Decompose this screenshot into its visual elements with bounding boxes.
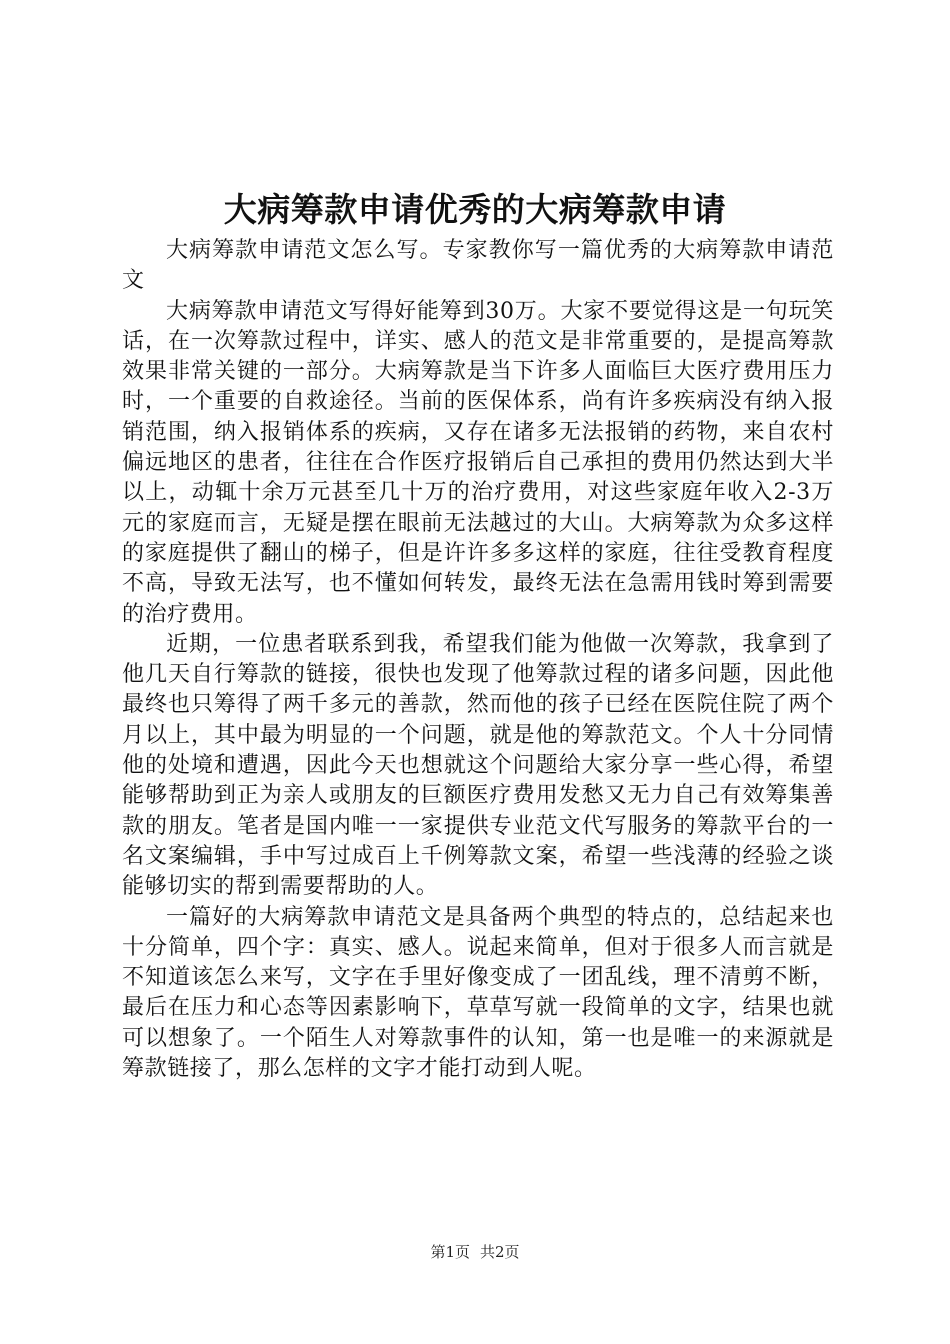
document-title: 大病筹款申请优秀的大病筹款申请 — [223, 190, 727, 229]
paragraph-intro: 大病筹款申请范文怎么写。专家教你写一篇优秀的大病筹款申请范文 — [122, 238, 834, 294]
paragraph-case: 近期，一位患者联系到我，希望我们能为他做一次筹款，我拿到了他几天自行筹款的链接，很快也发现了他筹款过程的诸多问题，因此他最终也只筹得了两千多元的善款，然而他的孩子已经在医院住院了两个月以上，其中最为明显的一个问题，就是他的筹款范文。个人十分同情他的处境和遭遇，因此今天也想就这个问题给大家分享一些心得，希望能够帮助到正为亲人或朋友的巨额医疗费用发愁又无力自己有效筹集善款的朋友。笔者是国内唯一一家提供专业范文代写服务的筹款平台的一名文案编辑，手中写过成百上千例筹款文案，希望一些浅薄的经验之谈能够切实的帮到需要帮助的人。 — [122, 631, 834, 900]
page-total: 共2页 — [480, 1243, 520, 1261]
paragraph-features: 一篇好的大病筹款申请范文是具备两个典型的特点的，总结起来也十分简单，四个字：真实、感人。说起来简单，但对于很多人而言就是不知道该怎么来写，文字在手里好像变成了一团乱线，理不清剪不断，最后在压力和心态等因素影响下，草草写就一段简单的文字，结果也就可以想象了。一个陌生人对筹款事件的认知，第一也是唯一的来源就是筹款链接了，那么怎样的文字才能打动到人呢。 — [122, 904, 834, 1082]
paragraph-background: 大病筹款申请范文写得好能筹到30万。大家不要觉得这是一句玩笑话，在一次筹款过程中，详实、感人的范文是非常重要的，是提高筹款效果非常关键的一部分。大病筹款是当下许多人面临巨大医疗费用压力时，一个重要的自救途径。当前的医保体系，尚有许多疾病没有纳入报销范围，纳入报销体系的疾病，又存在诸多无法报销的药物，来自农村偏远地区的患者，往往在合作医疗报销后自己承担的费用仍然达到大半以上，动辄十余万元甚至几十万的治疗费用，对这些家庭年收入2-3万元的家庭而言，无疑是摆在眼前无法越过的大山。大病筹款为众多这样的家庭提供了翻山的梯子，但是许许多多这样的家庭，往往受教育程度不高，导致无法写，也不懂如何转发，最终无法在急需用钱时筹到需要的治疗费用。 — [122, 298, 834, 627]
document-body — [122, 236, 834, 1084]
page-footer — [0, 1242, 950, 1262]
page-number: 第1页 — [430, 1243, 470, 1261]
